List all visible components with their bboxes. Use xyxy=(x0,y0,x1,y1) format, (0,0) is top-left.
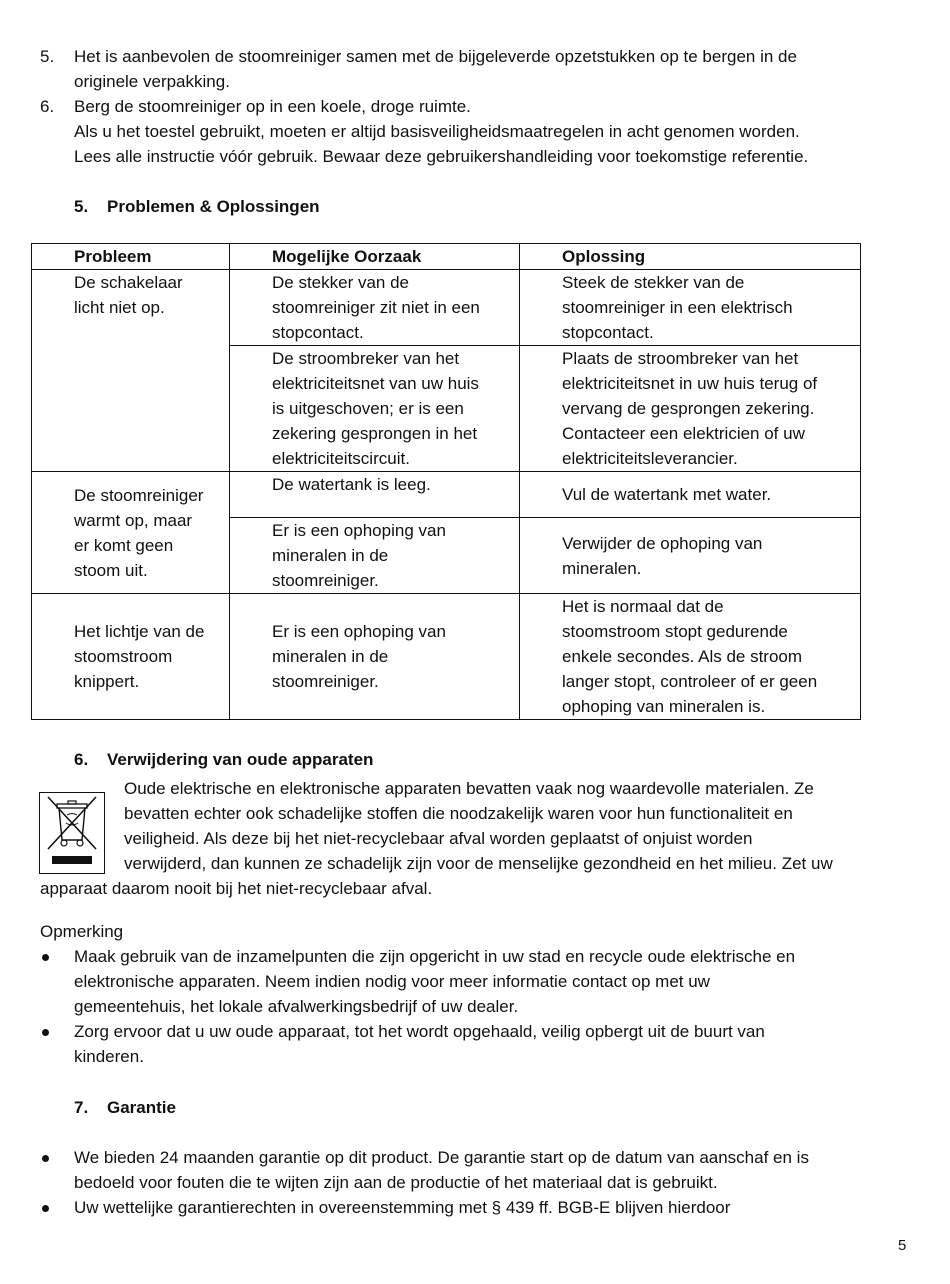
list-item-text: Als u het toestel gebruikt, moeten er altijd basisveiligheidsmaatregelen in acht genomen worden. xyxy=(74,122,800,141)
disposal-paragraph xyxy=(40,776,910,901)
cell-line: Er is een ophoping van xyxy=(272,521,446,540)
table-row xyxy=(32,270,861,346)
list-item-text: elektronische apparaten. Neem indien nodig voor meer informatie contact op met uw xyxy=(74,972,710,991)
list-item-text: Maak gebruik van de inzamelpunten die zijn opgericht in uw stad en recycle oude elektrische en xyxy=(74,947,796,966)
list-item-text: bedoeld voor fouten die te wijten zijn aan de productie of het materiaal dat is gebruikt. xyxy=(74,1173,718,1192)
cell-line: zekering gesprongen in het xyxy=(272,424,478,443)
cell-line: stoomreiniger. xyxy=(272,672,379,691)
cell-line: stoomreiniger in een elektrisch xyxy=(562,298,793,317)
cell-line: mineralen in de xyxy=(272,546,389,565)
cell-line: mineralen. xyxy=(562,558,642,578)
list-item-text: Lees alle instructie vóór gebruik. Bewaar deze gebruikershandleiding voor toekomstige referentie. xyxy=(74,147,809,166)
cell-line: elektriciteitsnet in uw huis terug of xyxy=(562,374,818,393)
cell-line: stoomstroom stopt gedurende xyxy=(562,622,788,641)
cell-line: Contacteer een elektricien of uw xyxy=(562,424,805,443)
list-item-number: 6. xyxy=(40,97,55,116)
storage-instructions-list xyxy=(40,44,910,169)
section-number: 6. xyxy=(74,750,89,769)
cell-line: De stroombreker van het xyxy=(272,349,460,368)
list-item xyxy=(40,1195,910,1220)
cell-line: Vul de watertank met water. xyxy=(562,485,772,504)
cause-cell xyxy=(230,270,520,346)
solution-cell xyxy=(520,472,861,518)
cell-line: stopcontact. xyxy=(562,323,654,342)
column-header-problem: Probleem xyxy=(32,244,230,270)
page-number: 5 xyxy=(898,1237,907,1254)
problem-cell xyxy=(32,594,230,720)
section-number: 7. xyxy=(74,1098,89,1117)
warranty-bullet-list xyxy=(40,1145,910,1220)
list-item-text: Uw wettelijke garantierechten in overeenstemming met § 439 ff. BGB-E blijven hierdoor xyxy=(74,1198,731,1217)
section-heading-problems xyxy=(74,194,320,219)
cell-line: stoomstroom xyxy=(74,647,173,666)
cell-line: is uitgeschoven; er is een xyxy=(272,399,464,418)
cell-line: elektriciteitsleverancier. xyxy=(562,449,738,468)
paragraph-line: Oude elektrische en elektronische apparaten bevatten vaak nog waardevolle materialen. Ze xyxy=(124,779,814,798)
cell-line: ophoping van mineralen is. xyxy=(562,697,766,716)
cell-line: Steek de stekker van de xyxy=(562,273,745,292)
cell-line: stoom uit. xyxy=(74,560,148,580)
cause-cell xyxy=(230,346,520,472)
solution-cell xyxy=(520,594,861,720)
cell-line: licht niet op. xyxy=(74,298,165,317)
cell-line: stopcontact. xyxy=(272,323,364,342)
list-item xyxy=(40,44,910,94)
remark-label: Opmerking xyxy=(40,922,124,941)
cell-line: Het is normaal dat de xyxy=(562,597,724,616)
cell-line: vervang de gesprongen zekering. xyxy=(562,399,815,418)
list-item xyxy=(40,944,910,1019)
paragraph-line: veiligheid. Als deze bij het niet-recyclebaar afval worden geplaatst of onjuist worden xyxy=(124,829,753,848)
paragraph-line: bevatten echter ook schadelijke stoffen die noodzakelijk waren voor hun functionaliteit en xyxy=(124,804,793,823)
cell-line: De stekker van de xyxy=(272,273,410,292)
cell-line: mineralen in de xyxy=(272,647,389,666)
cause-cell xyxy=(230,518,520,594)
section-title: Problemen & Oplossingen xyxy=(107,197,320,216)
table-row xyxy=(32,472,861,518)
list-item xyxy=(40,94,910,169)
section-heading-disposal xyxy=(74,747,373,772)
cell-line: Er is een ophoping van xyxy=(272,622,446,641)
cell-line: De watertank is leeg. xyxy=(272,475,431,494)
list-item-number: 5. xyxy=(40,47,55,66)
list-item xyxy=(40,1019,910,1069)
list-item-text: kinderen. xyxy=(74,1047,144,1066)
cell-line: elektriciteitsnet van uw huis xyxy=(272,374,479,393)
bullet-icon xyxy=(42,1155,49,1162)
bullet-icon xyxy=(42,954,49,961)
cell-line: Verwijder de ophoping van xyxy=(562,533,763,553)
cell-line: langer stopt, controleer of er geen xyxy=(562,672,818,691)
solution-cell xyxy=(520,346,861,472)
cell-line: enkele secondes. Als de stroom xyxy=(562,647,803,666)
list-item-text: gemeentehuis, het lokale afvalwerkingsbedrijf of uw dealer. xyxy=(74,997,519,1016)
problem-cell xyxy=(32,472,230,594)
section-number: 5. xyxy=(74,197,89,216)
cell-line: er komt geen xyxy=(74,535,174,555)
section-title: Garantie xyxy=(107,1098,176,1117)
paragraph-line: apparaat daarom nooit bij het niet-recyclebaar afval. xyxy=(40,879,433,898)
cell-line: Het lichtje van de xyxy=(74,622,205,641)
paragraph-line: verwijderd, dan kunnen ze schadelijk zijn voor de menselijke gezondheid en het milieu. Zet uw xyxy=(124,854,833,873)
cell-line: elektriciteitscircuit. xyxy=(272,449,410,468)
section-heading-warranty xyxy=(74,1095,176,1120)
list-item-text: Zorg ervoor dat u uw oude apparaat, tot het wordt opgehaald, veilig opbergt uit de buurt van xyxy=(74,1022,765,1041)
list-item-text: We bieden 24 maanden garantie op dit product. De garantie start op de datum van aanschaf en is xyxy=(74,1148,809,1167)
crossed-out-wheelie-bin-icon xyxy=(39,792,105,874)
bullet-icon xyxy=(42,1029,49,1036)
cell-line: stoomreiniger zit niet in een xyxy=(272,298,480,317)
list-item xyxy=(40,1145,910,1195)
remark-bullet-list xyxy=(40,944,910,1069)
column-header-cause: Mogelijke Oorzaak xyxy=(230,244,520,270)
cause-cell xyxy=(230,594,520,720)
troubleshooting-table xyxy=(31,243,861,720)
cell-line: knippert. xyxy=(74,672,140,691)
solution-cell xyxy=(520,270,861,346)
cell-line: warmt op, maar xyxy=(74,510,193,530)
cell-line: stoomreiniger. xyxy=(272,571,379,590)
table-row xyxy=(32,594,861,720)
cell-line: De stoomreiniger xyxy=(74,485,204,505)
column-header-solution: Oplossing xyxy=(520,244,861,270)
list-item-text: Het is aanbevolen de stoomreiniger samen met de bijgeleverde opzetstukken op te bergen in de xyxy=(74,47,797,66)
section-title: Verwijdering van oude apparaten xyxy=(107,750,374,769)
cell-line: Plaats de stroombreker van het xyxy=(562,349,799,368)
cause-cell xyxy=(230,472,520,518)
list-item-text: Berg de stoomreiniger op in een koele, droge ruimte. xyxy=(74,97,471,116)
table-header-row xyxy=(32,244,861,270)
problem-cell xyxy=(32,270,230,472)
list-item-text: originele verpakking. xyxy=(74,72,230,91)
solution-cell xyxy=(520,518,861,594)
bullet-icon xyxy=(42,1205,49,1212)
cell-line: De schakelaar xyxy=(74,273,183,292)
